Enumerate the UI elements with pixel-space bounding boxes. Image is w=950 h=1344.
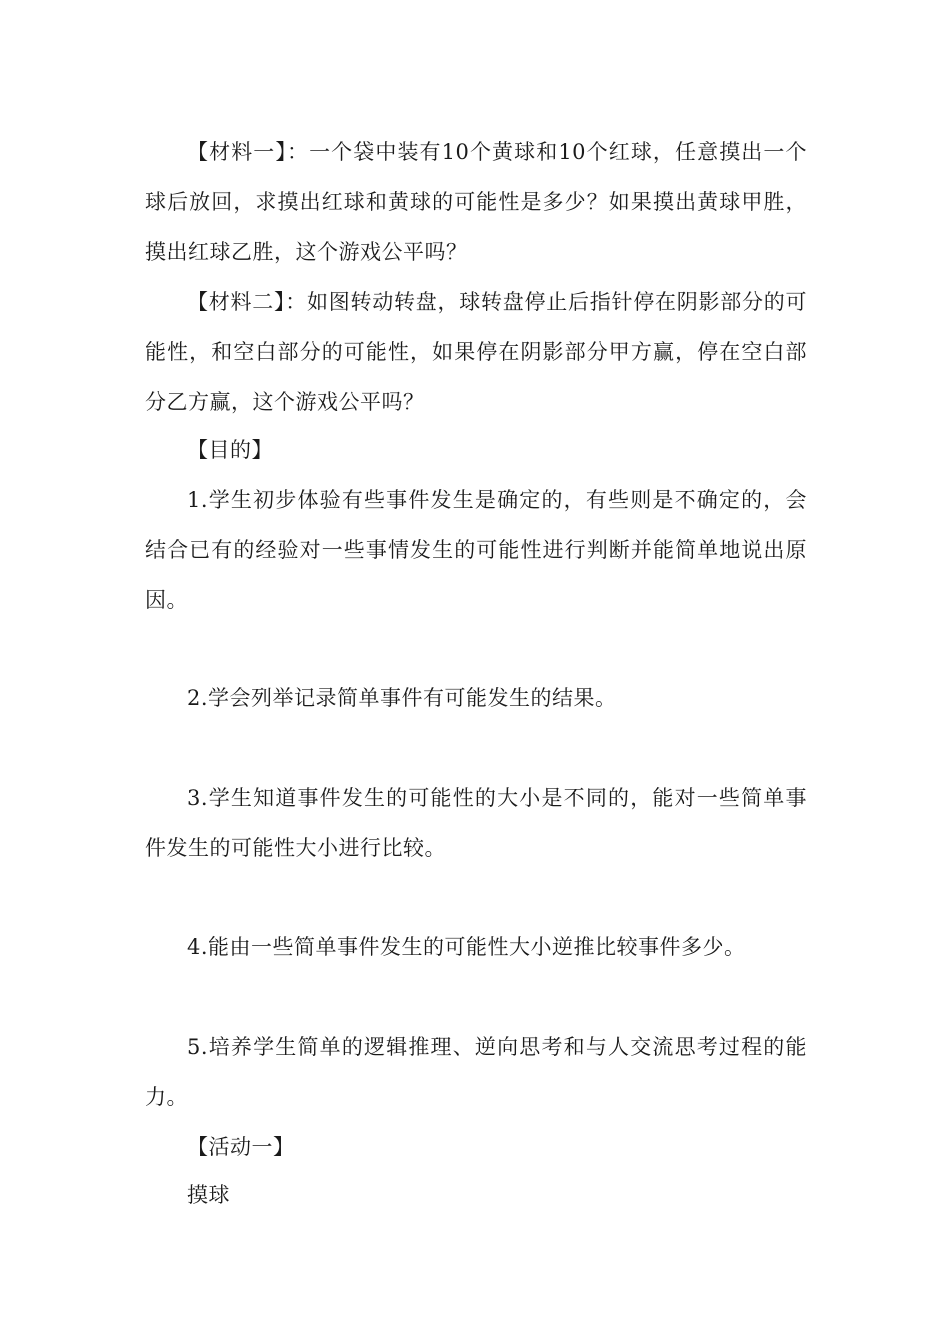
purpose-heading: 【目的】 xyxy=(187,438,273,462)
activity-one-heading: 【活动一】 xyxy=(187,1135,295,1159)
material-one-paragraph: 【材料一】：一个袋中装有10个黄球和10个红球，任意摸出一个球后放回，求摸出红球和黄球的可能性是多少？如果摸出黄球甲胜，摸出红球乙胜，这个游戏公平吗？ xyxy=(145,140,807,264)
goal-two-paragraph: 2.学会列举记录简单事件有可能发生的结果。 xyxy=(187,686,617,710)
goal-four-paragraph: 4.能由一些简单事件发生的可能性大小逆推比较事件多少。 xyxy=(187,935,746,959)
activity-one-title: 摸球 xyxy=(187,1183,230,1207)
material-two-paragraph: 【材料二】：如图转动转盘，球转盘停止后指针停在阴影部分的可能性，和空白部分的可能性，如果停在阴影部分甲方赢，停在空白部分乙方赢，这个游戏公平吗？ xyxy=(145,290,807,414)
goal-three-paragraph: 3.学生知道事件发生的可能性的大小是不同的，能对一些简单事件发生的可能性大小进行比较。 xyxy=(145,786,807,860)
goal-five-paragraph: 5.培养学生简单的逻辑推理、逆向思考和与人交流思考过程的能力。 xyxy=(145,1035,807,1109)
goal-one-paragraph: 1.学生初步体验有些事件发生是确定的，有些则是不确定的，会结合已有的经验对一些事情发生的可能性进行判断并能简单地说出原因。 xyxy=(145,488,807,612)
